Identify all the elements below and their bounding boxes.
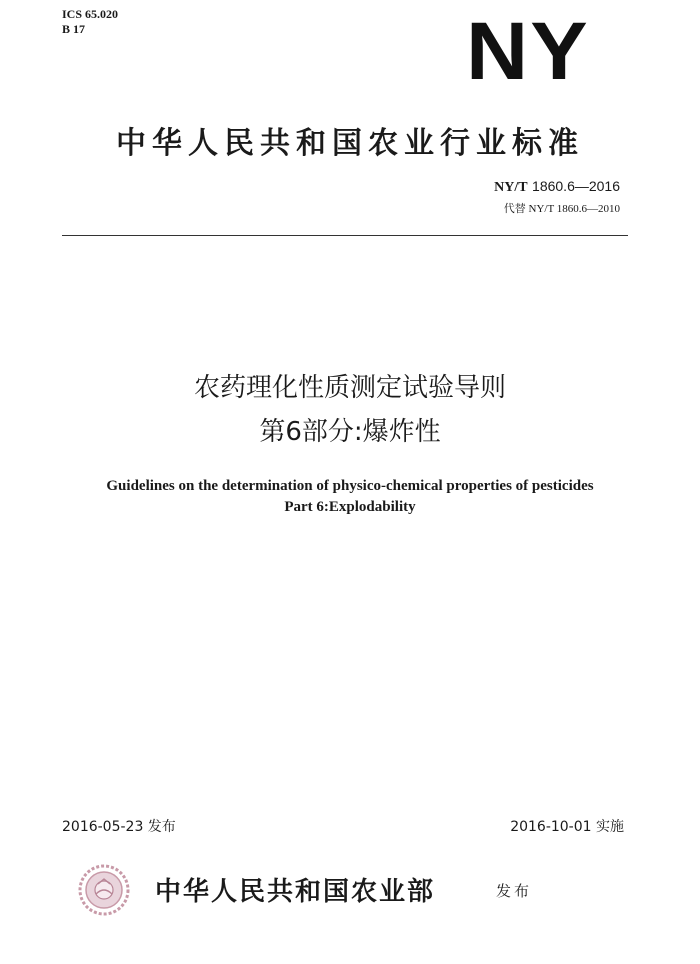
title-english-line-1: Guidelines on the determination of physico-chemical properties of pesticides (106, 478, 594, 494)
issuing-ministry: 中华人民共和国农业部 (155, 877, 436, 907)
standard-code-number: 1860.6—2016 (532, 178, 620, 194)
standard-code-prefix: NY/T (494, 180, 528, 195)
standard-code (494, 178, 620, 196)
classification-code: B 17 (62, 22, 86, 36)
issue-date: 2016-05-23 发布 (62, 819, 176, 835)
standard-category-title: 中华人民共和国农业行业标准 (116, 126, 584, 161)
ics-code: ICS 65.020 (62, 7, 119, 21)
title-chinese-line-2: 第6部分:爆炸性 (259, 417, 441, 447)
publish-label: 发布 (496, 882, 533, 900)
title-english-line-2: Part 6:Explodability (284, 499, 416, 515)
ministry-seal-icon (78, 864, 130, 916)
title-chinese-line-1: 农药理化性质测定试验导则 (193, 373, 506, 403)
replaces-standard: 代替 NY/T 1860.6—2010 (503, 203, 620, 215)
header-divider (62, 235, 628, 236)
implementation-date: 2016-10-01 实施 (510, 819, 624, 835)
ny-logo: NY (466, 6, 590, 97)
